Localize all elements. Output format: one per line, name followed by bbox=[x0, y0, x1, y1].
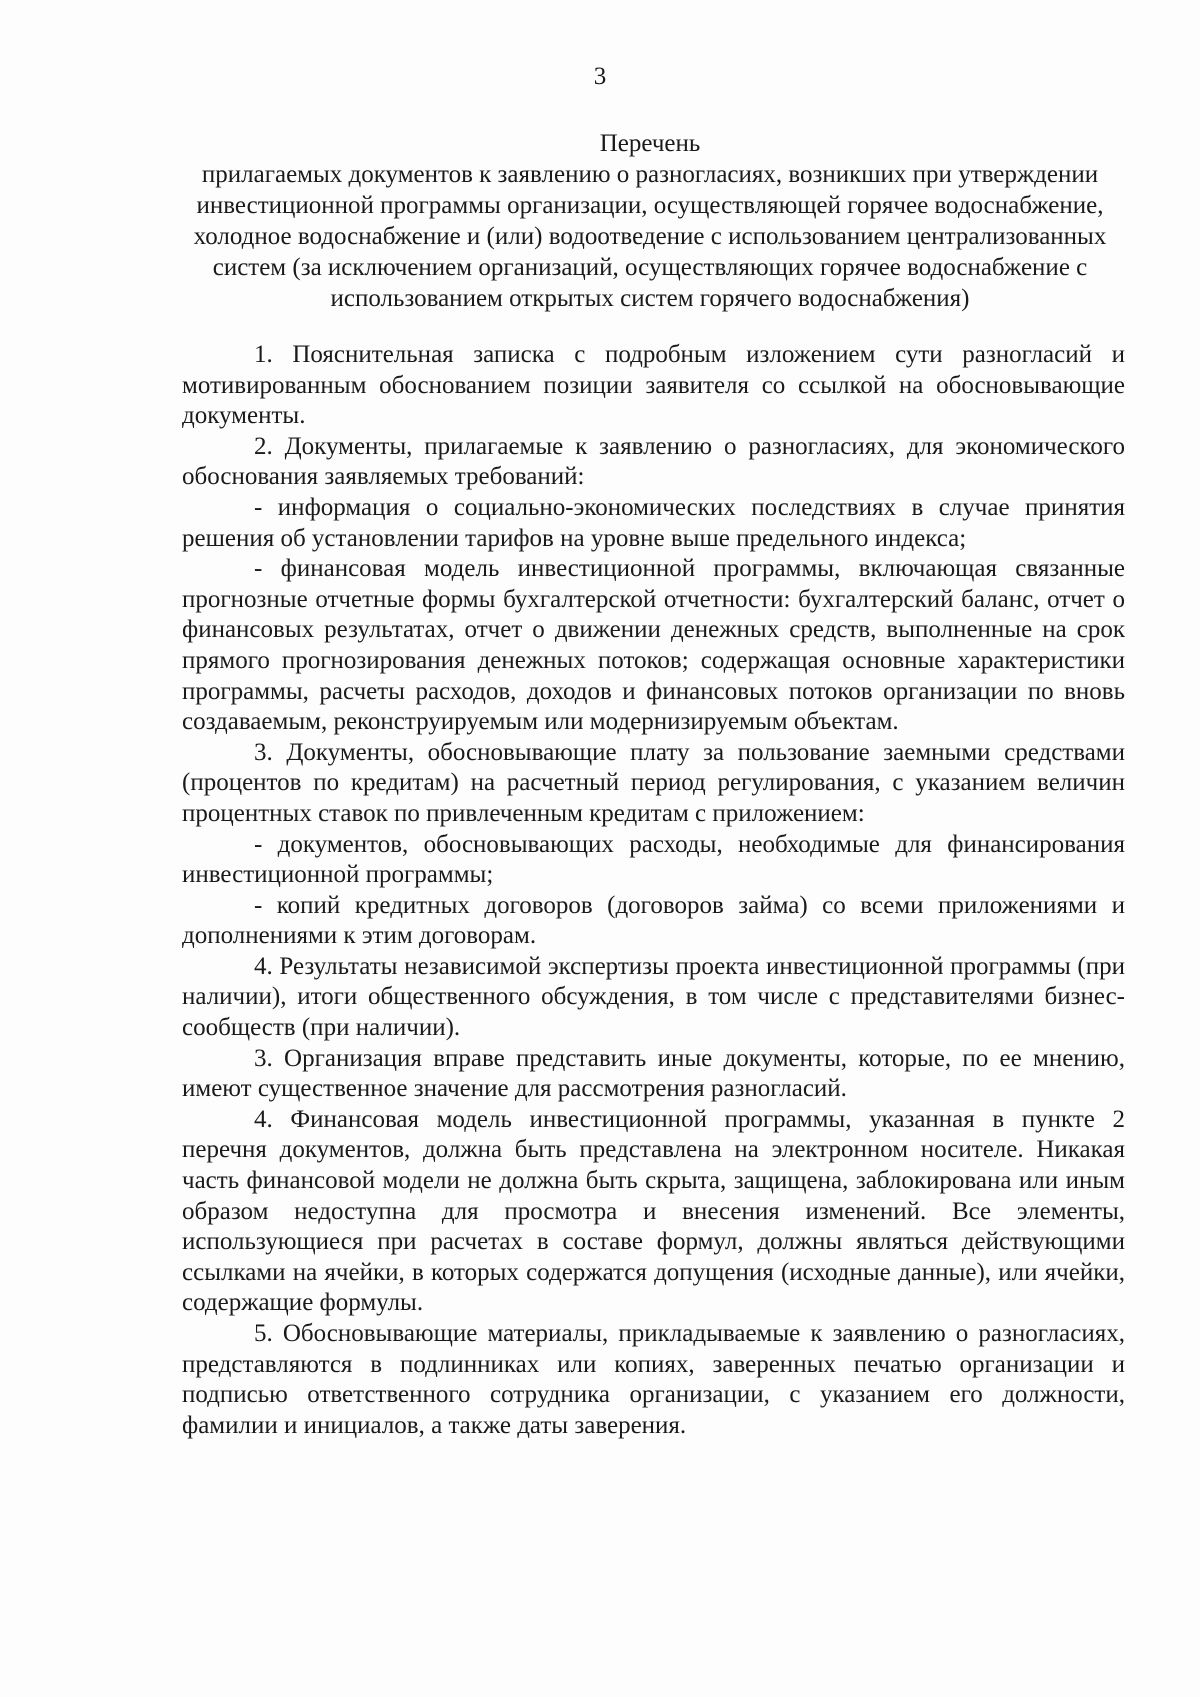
heading-subtitle: прилагаемых документов к заявлению о разногласиях, возникших при утверждении инвестиционной программы организации, осуществляющей горячее водоснабжение, холодное водоснабжение и (или) водоотведение с использованием централизованных систем (за исключением организаций, осуществляющих горячее водоснабжение с использованием открытых систем горячего водоснабжения) bbox=[193, 161, 1107, 312]
paragraph-2-item-1: - информация о социально-экономических последствиях в случае принятия решения об установлении тарифов на уровне выше предельного индекса; bbox=[182, 493, 1125, 552]
paragraph-2: 2. Документы, прилагаемые к заявлению о разногласиях, для экономического обоснования заявляемых требований: bbox=[182, 432, 1125, 491]
paragraph-5: 3. Организация вправе представить иные документы, которые, по ее мнению, имеют существенное значение для рассмотрения разногласий. bbox=[182, 1044, 1125, 1103]
paragraph-3-item-2: - копий кредитных договоров (договоров займа) со всеми приложениями и дополнениями к этим договорам. bbox=[182, 891, 1125, 950]
paragraph-3: 3. Документы, обосновывающие плату за пользование заемными средствами (процентов по кредитам) на расчетный период регулирования, с указанием величин процентных ставок по привлеченным кредитам с приложением: bbox=[182, 738, 1125, 827]
paragraph-4: 4. Результаты независимой экспертизы проекта инвестиционной программы (при наличии), итоги общественного обсуждения, в том числе с представителями бизнес-сообществ (при наличии). bbox=[182, 952, 1125, 1042]
heading-title: Перечень bbox=[599, 130, 701, 157]
paragraph-6: 4. Финансовая модель инвестиционной программы, указанная в пункте 2 перечня документов, должна быть представлена на электронном носителе. Никакая часть финансовой модели не должна быть скрыта, защищена, заблокирована или иным образом недоступна для просмотра и внесения изменений. Все элементы, использующиеся при расчетах в составе формул, должны являться действующими ссылками на ячейки, в которых содержатся допущения (исходные данные), или ячейки, содержащие формулы. bbox=[182, 1105, 1125, 1317]
paragraph-1: 1. Пояснительная записка с подробным изложением сути разногласий и мотивированным обоснованием позиции заявителя со ссылкой на обосновывающие документы. bbox=[182, 341, 1125, 430]
paragraph-2-item-2: - финансовая модель инвестиционной программы, включающая связанные прогнозные отчетные формы бухгалтерской отчетности: бухгалтерский баланс, отчет о финансовых результатах, отчет о движении денежных средств, выполненные на срок прямого прогнозирования денежных потоков; содержащая основные характеристики программы, расчеты расходов, доходов и финансовых потоков организации по вновь создаваемым, реконструируемым или модернизируемым объектам. bbox=[182, 555, 1125, 736]
paragraph-7: 5. Обосновывающие материалы, прикладываемые к заявлению о разногласиях, представляются в подлинниках или копиях, заверенных печатью организации и подписью ответственного сотрудника организации, с указанием его должности, фамилии и инициалов, а также даты заверения. bbox=[182, 1320, 1125, 1439]
document-heading bbox=[175, 128, 1125, 314]
page-number: 3 bbox=[593, 63, 607, 90]
document-body bbox=[182, 340, 1125, 1441]
paragraph-3-item-1: - документов, обосновывающих расходы, необходимые для финансирования инвестиционной программы; bbox=[182, 830, 1125, 889]
